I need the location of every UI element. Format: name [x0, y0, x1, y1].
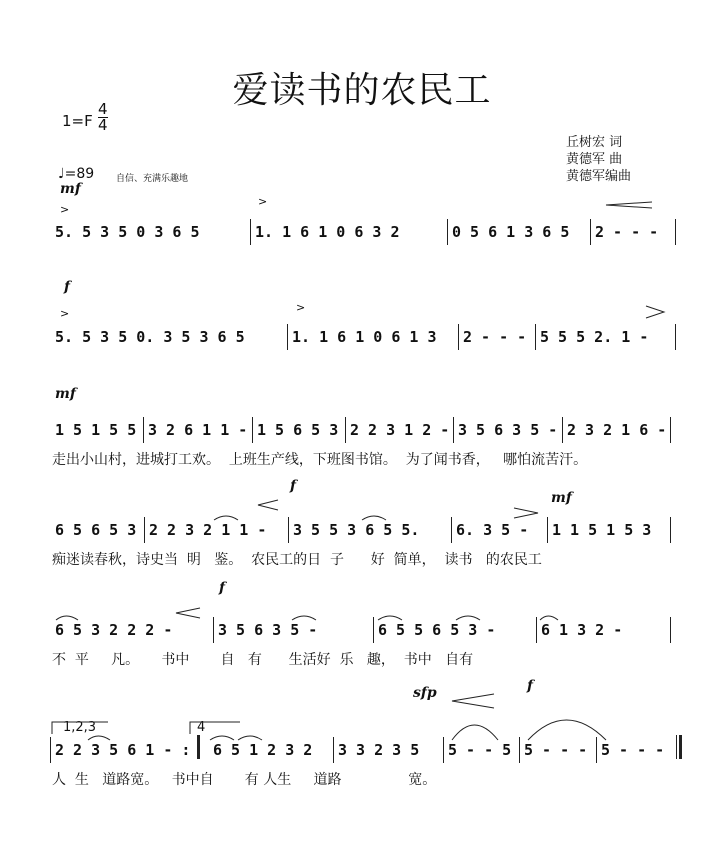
dynamic-mark: mf — [60, 181, 81, 197]
key-signature: 1=F — [62, 112, 93, 130]
lyrics-line: 不 平 凡。 书中 自 有 生活好 乐 趣， 书中 自有 — [52, 652, 474, 668]
measure-notes: 2 - - - — [463, 328, 527, 346]
crescendo-hairpin — [452, 694, 494, 708]
final-barline-thick — [679, 735, 682, 759]
slur — [456, 616, 480, 620]
slur — [238, 736, 262, 740]
measure-notes: 6 5 5 6 5 3 - — [378, 621, 496, 639]
dynamic-mark: mf — [551, 490, 572, 506]
decrescendo-hairpin — [606, 202, 652, 208]
slur — [214, 516, 238, 520]
measure-notes: 1 5 1 5 5 — [55, 421, 137, 439]
time-sig-top: 4 — [98, 100, 108, 118]
repeat-bar — [197, 735, 200, 759]
dynamic-mark: f — [64, 279, 71, 295]
measure-notes: 2 2 3 2 1 1 - — [149, 521, 267, 539]
volta-bracket-1 — [52, 722, 108, 734]
measure-notes: 3 2 6 1 1 - — [148, 421, 248, 439]
final-barline-thin — [676, 735, 677, 759]
measure-notes: 6 5 3 2 2 2 - — [55, 621, 173, 639]
slur — [540, 616, 558, 620]
dynamic-mark: sfp — [413, 685, 437, 701]
dynamic-mark: mf — [55, 386, 76, 402]
measure-notes: 1 1 5 1 5 3 — [552, 521, 652, 539]
measure-notes: 5 5 5 2. 1 - — [540, 328, 649, 346]
slur — [292, 616, 316, 620]
slur — [56, 616, 78, 620]
measure-notes: 6. 3 5 - — [456, 521, 529, 539]
slur — [210, 736, 234, 740]
dynamic-mark: f — [290, 478, 297, 494]
time-sig-bottom: 4 — [98, 116, 108, 134]
measure-notes: 3 5 5 3 6 5 5. — [293, 521, 420, 539]
crescendo-hairpin — [258, 500, 278, 510]
slur — [362, 516, 386, 520]
credit-arranger: 黄德军编曲 — [566, 169, 632, 184]
measure-notes: 5. 5 3 5 0. 3 5 3 6 5 — [55, 328, 245, 346]
slur — [88, 736, 110, 740]
expression-marking: 自信、充满乐趣地 — [116, 174, 189, 184]
accent-mark: > — [60, 203, 70, 216]
decrescendo-hairpin — [514, 508, 538, 518]
measure-notes: 6 5 6 5 3 — [55, 521, 137, 539]
measure-notes: 5. 5 3 5 0 3 6 5 — [55, 223, 200, 241]
song-title: 爱读书的农民工 — [232, 70, 492, 111]
lyrics-line: 走出小山村，进城打工欢。 上班生产线，下班图书馆。 为了闻书香， 哪怕流苦汗。 — [52, 452, 588, 468]
measure-notes: 2 - - - — [595, 223, 659, 241]
accent-mark: > — [258, 195, 268, 208]
volta-bracket-2 — [190, 722, 240, 734]
measure-notes: 2 3 2 1 6 - — [567, 421, 667, 439]
tie — [528, 720, 606, 740]
lyrics-line: 痴迷读春秋，诗史当 明 鉴。 农民工的日 子 好 简单， 读书 的农民工 — [52, 552, 542, 568]
credit-composer: 黄德军 曲 — [566, 152, 623, 167]
measure-notes: 0 5 6 1 3 6 5 — [452, 223, 570, 241]
measure-notes: 5 - - - — [601, 741, 665, 759]
measure-notes: 6 1 3 2 - — [541, 621, 623, 639]
measure-notes: 5 - - - — [524, 741, 588, 759]
accent-mark: > — [60, 307, 70, 320]
measure-notes: 3 5 6 3 5 - — [218, 621, 318, 639]
measure-notes: 1. 1 6 1 0 6 3 2 — [255, 223, 400, 241]
volta-label: 4 — [197, 720, 206, 735]
quarter-note-icon: ♩ — [58, 166, 65, 182]
measure-notes: 3 3 2 3 5 — [338, 741, 420, 759]
volta-label: 1,2,3 — [63, 720, 97, 735]
accent-mark: > — [296, 301, 306, 314]
measure-notes: 3 5 6 3 5 - — [458, 421, 558, 439]
slur — [378, 616, 402, 620]
measure-notes: 2 2 3 1 2 - — [350, 421, 450, 439]
tempo-value: =89 — [64, 166, 95, 182]
credit-lyricist: 丘树宏 词 — [566, 135, 623, 150]
measure-notes: 1 5 6 5 3 — [257, 421, 339, 439]
dynamic-mark: f — [527, 678, 534, 694]
measure-notes: 1. 1 6 1 0 6 1 3 — [292, 328, 437, 346]
measure-notes: 5 - - 5 — [448, 741, 512, 759]
dynamic-mark: f — [219, 580, 226, 596]
lyrics-line: 人 生 道路宽。 书中自 有 人生 道路 宽。 — [52, 772, 437, 788]
tie — [452, 725, 498, 740]
measure-notes: 6 5 1 2 3 2 — [213, 741, 313, 759]
measure-notes: 2 2 3 5 6 1 - : — [55, 741, 191, 759]
crescendo-hairpin — [176, 608, 200, 618]
accent-mark — [646, 306, 664, 318]
